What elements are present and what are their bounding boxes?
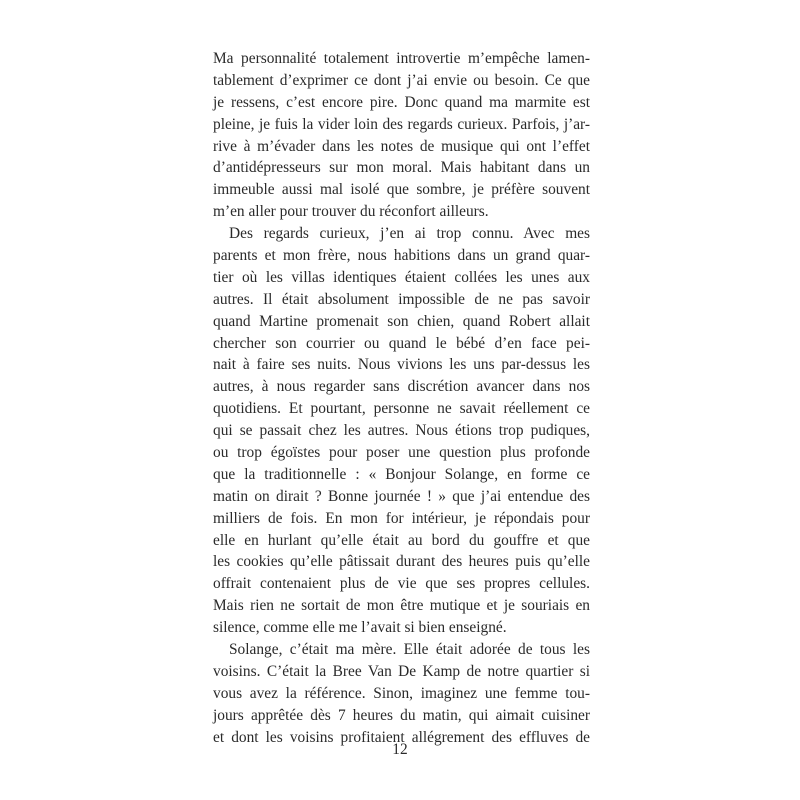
text-line: et dont les voisins profitaient allégrement des effluves de — [213, 728, 590, 746]
paragraph — [213, 48, 590, 223]
text-line: matin on dirait ? Bonne journée ! » que j’ai entendue des — [213, 487, 590, 505]
text-line: qui se passait chez les autres. Nous étions trop pudiques, — [213, 422, 590, 440]
text-line: elle en hurlant qu’elle était au bord du gouffre et que — [213, 531, 590, 549]
body-text — [213, 48, 590, 749]
page-number: 12 — [392, 741, 408, 758]
text-line: d’antidépresseurs sur mon moral. Mais habitant dans un — [213, 159, 590, 177]
text-line: Des regards curieux, j’en ai trop connu. Avec mes — [229, 225, 590, 243]
text-line: autres. Il était absolument impossible de ne pas savoir — [213, 290, 590, 308]
text-line: ou trop égoïstes pour poser une question plus profonde — [213, 444, 590, 462]
paragraph — [213, 639, 590, 748]
text-line: nait à faire ses nuits. Nous vivions les uns par-dessus les — [213, 356, 590, 374]
text-line: m’en aller pour trouver du réconfort ailleurs. — [213, 203, 489, 221]
text-line: milliers de fois. En mon for intérieur, je répondais pour — [213, 509, 590, 527]
text-line: Mais rien ne sortait de mon être mutique et je souriais en — [213, 597, 590, 615]
text-line: je ressens, c’est encore pire. Donc quand ma marmite est — [213, 93, 590, 111]
text-line: rive à m’évader dans les notes de musique qui ont l’effet — [213, 137, 590, 155]
text-line: jours apprêtée dès 7 heures du matin, qui aimait cuisiner — [213, 706, 590, 724]
text-line: tier où les villas identiques étaient collées les unes aux — [213, 268, 590, 286]
text-line: que la traditionnelle : « Bonjour Solange, en forme ce — [213, 465, 590, 483]
text-line: parents et mon frère, nous habitions dans un grand quar- — [213, 247, 590, 265]
paragraph — [213, 223, 590, 639]
text-line: offrait contenaient plus de vie que ses propres cellules. — [213, 575, 590, 593]
text-line: Ma personnalité totalement introvertie m’empêche lamen- — [213, 50, 590, 67]
text-line: pleine, je fuis la vider loin des regards curieux. Parfois, j’ar- — [213, 115, 590, 133]
text-line: vous avez la référence. Sinon, imaginez une femme tou- — [213, 684, 590, 702]
text-line: Solange, c’était ma mère. Elle était adorée de tous les — [229, 641, 590, 659]
text-line: voisins. C’était la Bree Van De Kamp de notre quartier si — [213, 662, 590, 680]
text-line: les cookies qu’elle pâtissait durant des heures puis qu’elle — [213, 553, 590, 571]
text-line: autres, à nous regarder sans discrétion avancer dans nos — [213, 378, 590, 396]
text-line: immeuble aussi mal isolé que sombre, je préfère souvent — [213, 181, 590, 199]
text-line: chercher son courrier ou quand le bébé d’en face pei- — [213, 334, 590, 352]
text-line: tablement d’exprimer ce dont j’ai envie ou besoin. Ce que — [213, 71, 590, 89]
text-line: quotidiens. Et pourtant, personne ne savait réellement ce — [213, 400, 590, 418]
text-line: silence, comme elle me l’avait si bien enseigné. — [213, 619, 507, 637]
text-line: quand Martine promenait son chien, quand Robert allait — [213, 312, 590, 330]
